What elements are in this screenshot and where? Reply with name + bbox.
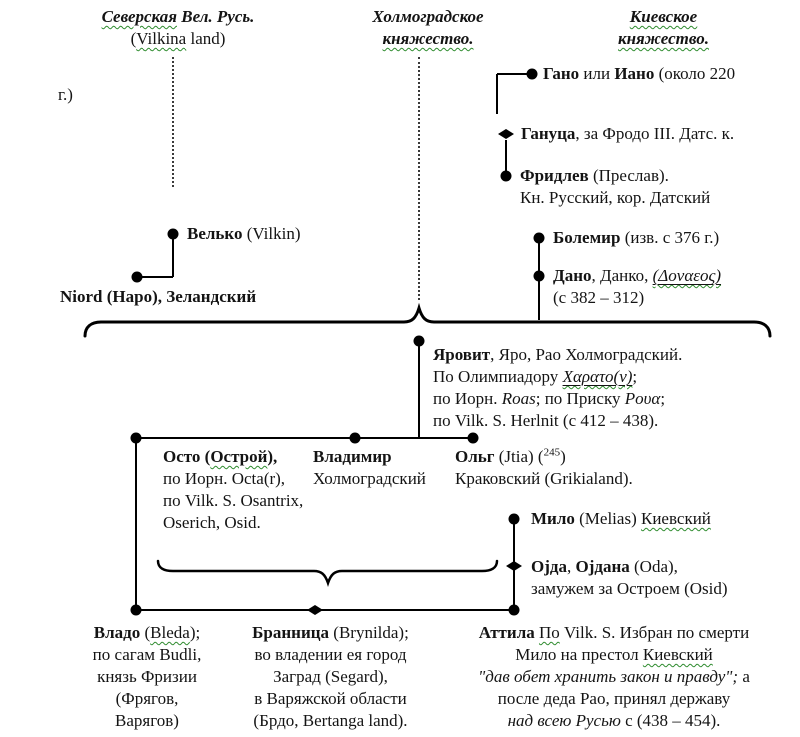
node-text: по Иорн. Octa(r), (163, 469, 286, 488)
node-text: после деда Рао, принял державу (497, 689, 731, 708)
bullet-icon-niord (132, 272, 143, 283)
node-text: Гануца, за Фродо III. Датс. к. (521, 124, 735, 143)
node-text: по Иорн. Roas; по Приску Ρουα; (433, 389, 666, 408)
node-text: замужем за Остроем (Osid) (531, 579, 728, 598)
column-header-severskaya (88, 6, 268, 50)
node-text: Заград (Segard), (273, 667, 388, 686)
node-text: во владении ея город (254, 645, 407, 664)
node-text: Гано или Иано (около 220 (543, 64, 736, 83)
bullet-icon-vladimir (350, 433, 361, 444)
node-text: Oserich, Osid. (163, 513, 261, 532)
node-text: "дав обет хранить закон и правду"; а (478, 667, 750, 686)
connector-line (497, 73, 530, 75)
node-yarovit (433, 344, 682, 432)
node-text: Аттила По Vilk. S. Избран по смерти (478, 623, 750, 642)
node-text: Кн. Русский, кор. Датский (520, 188, 711, 207)
header-line: Северская Вел. Русь. (101, 7, 255, 26)
node-text: Niord (Наро), Зеландский (60, 287, 257, 306)
node-text: Велько (Vilkin) (187, 224, 301, 243)
bullet-icon-bolemir (534, 233, 545, 244)
bullet-icon-fridlev (501, 171, 512, 182)
connector-line (538, 243, 540, 271)
node-text: Бранница (Brynilda); (252, 623, 409, 642)
bullet-icon-vlado (131, 605, 142, 616)
node-fridlev (520, 165, 710, 209)
header-line: княжество. (382, 29, 474, 48)
node-text: Холмоградский (313, 469, 426, 488)
connector-line (142, 276, 173, 278)
node-text: князь Фризии (97, 667, 197, 686)
node-text: Яровит, Яро, Рао Холмоградский. (433, 345, 683, 364)
node-gano (543, 63, 735, 85)
node-text: по сагам Budli, (92, 645, 202, 664)
connector-line (172, 239, 174, 277)
marriage-brace-lower (158, 561, 497, 583)
node-text: (с 382 – 312) (553, 288, 645, 307)
node-brannica (228, 622, 433, 732)
node-gano-continuation (58, 84, 73, 106)
node-olg (455, 446, 633, 490)
bullet-icon-gano (527, 69, 538, 80)
node-text: Краковский (Grikialand). (455, 469, 633, 488)
bullet-icon-yarovit (414, 336, 425, 347)
column-header-kiev (581, 6, 746, 50)
node-text: По Олимпиадору Χαρατο(ν); (433, 367, 638, 386)
node-text: (Фрягов, (115, 689, 179, 708)
dotted-descent-line-col1 (172, 57, 174, 187)
node-milo (531, 508, 711, 530)
node-text: по Vilk. S. Herlnit (с 412 – 438). (433, 411, 659, 430)
node-text: в Варяжской области (254, 689, 407, 708)
node-osto (163, 446, 303, 534)
node-text: над всею Русью с (438 – 454). (507, 711, 721, 730)
header-line: княжество. (618, 29, 709, 48)
node-ojda (531, 556, 728, 600)
connector-line (136, 437, 473, 439)
diamond-icon-ojda (506, 561, 522, 571)
node-niord (60, 286, 256, 308)
node-text: по Vilk. S. Osantrix, (163, 491, 304, 510)
header-line: Киевское (629, 7, 698, 26)
bullet-icon-velko (168, 229, 179, 240)
node-text: Дано, Данко, (Δοναεος) (553, 266, 722, 285)
header-line: (Vilkina land) (130, 29, 226, 48)
bullet-icon-milo (509, 514, 520, 525)
node-vladimir (313, 446, 426, 490)
column-header-kholmograd (348, 6, 508, 50)
node-text: Варягов) (115, 711, 179, 730)
node-text: Мило (Melias) Киевский (531, 509, 711, 528)
family-brace-upper (85, 308, 770, 336)
connector-line (136, 609, 514, 611)
node-ganuca (521, 123, 734, 145)
bullet-icon-attila (509, 605, 520, 616)
diamond-icon-ganuca (498, 129, 514, 139)
bullet-icon-osto (131, 433, 142, 444)
connector-line (135, 438, 137, 610)
node-dano (553, 265, 721, 309)
node-attila (435, 622, 793, 732)
node-text: Ольг (Jtia) ($^{245}$) (455, 446, 566, 466)
node-text: Владо (Bleda); (93, 623, 201, 642)
bullet-icon-dano (534, 271, 545, 282)
connector-line (418, 346, 420, 438)
node-text: (Брдо, Bertanga land). (253, 711, 408, 730)
dotted-descent-line-col2 (418, 57, 420, 300)
node-text: Мило на престол Киевский (515, 645, 713, 664)
connector-line (496, 74, 498, 114)
node-text: Ојда, Ојдана (Oda), (531, 557, 678, 576)
node-text: Фридлев (Преслав). (520, 166, 669, 185)
node-text: Болемир (изв. с 376 г.) (553, 228, 720, 247)
node-text: Осто (Острой), (163, 447, 278, 466)
connector-line (505, 140, 507, 171)
node-vlado (58, 622, 236, 732)
diamond-icon-brannica (307, 605, 323, 615)
bullet-icon-olg (468, 433, 479, 444)
node-bolemir (553, 227, 719, 249)
node-text: г.) (58, 85, 73, 104)
header-line: Холмоградское (372, 7, 484, 26)
node-text: Владимир (313, 447, 392, 466)
node-velko (187, 223, 300, 245)
connector-line (538, 281, 540, 320)
